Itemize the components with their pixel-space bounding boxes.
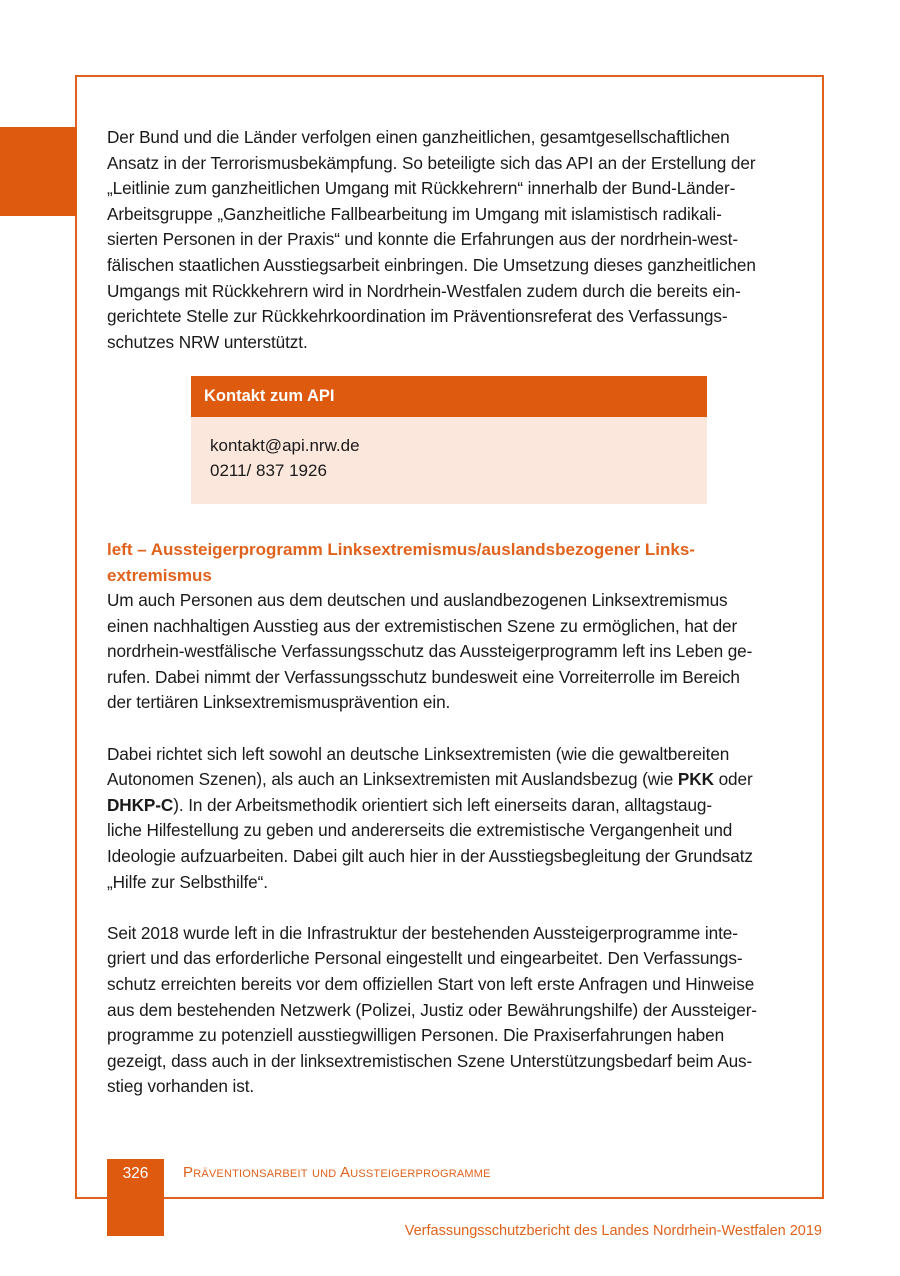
contact-box-title: Kontakt zum API (191, 376, 707, 417)
text-line: griert und das erforderliche Personal eingestellt und eingearbeitet. Den Verfassungs- (107, 948, 743, 969)
text-line: Arbeitsgruppe „Ganzheitliche Fallbearbeitung im Umgang mit islamistisch radikali- (107, 203, 722, 224)
text-line: gezeigt, dass auch in der linksextremistischen Szene Unterstützungsbedarf beim Aus- (107, 1050, 753, 1071)
paragraph-2 (107, 742, 797, 896)
text-line: schutz erreichten bereits vor dem offiziellen Start von left erste Anfragen und Hinweise (107, 973, 755, 994)
paragraph-spacer (107, 895, 797, 921)
text-line: Umgangs mit Rückkehrern wird in Nordrhein-Westfalen zudem durch die bereits ein- (107, 280, 741, 301)
side-tab-marker (0, 127, 77, 216)
text-line: aus dem bestehenden Netzwerk (Polizei, Justiz oder Bewährungshilfe) der Aussteiger- (107, 999, 757, 1020)
bold-term-dhkpc: DHKP-C (107, 794, 174, 815)
text-line (107, 767, 797, 793)
section-heading-line: left – Aussteigerprogramm Linksextremismus/auslandsbezogener Links- (107, 540, 695, 559)
text-line: Dabei richtet sich left sowohl an deutsche Linksextremisten (wie die gewaltbereiten (107, 743, 730, 764)
text-run: oder (713, 769, 753, 790)
text-line: der tertiären Linksextremismusprävention ein. (107, 692, 451, 713)
contact-phone: 0211/ 837 1926 (210, 461, 327, 480)
text-line: stieg vorhanden ist. (107, 1076, 255, 1097)
text-line: einen nachhaltigen Ausstieg aus der extremistischen Szene zu ermöglichen, hat der (107, 615, 738, 636)
text-line: „Leitlinie zum ganzheitlichen Umgang mit Rückkehrern“ innerhalb der Bund-Länder- (107, 178, 736, 199)
text-line: liche Hilfestellung zu geben und andererseits die extremistische Vergangenheit und (107, 820, 733, 841)
paragraph-spacer (107, 716, 797, 742)
text-line: sierten Personen in der Praxis“ und konnte die Erfahrungen aus der nordrhein-west- (107, 229, 738, 250)
text-line: Ansatz in der Terrorismusbekämpfung. So beteiligte sich das API an der Erstellung der (107, 152, 756, 173)
contact-email-link[interactable]: kontakt@api.nrw.de (210, 436, 360, 455)
text-line: nordrhein-westfälische Verfassungsschutz das Aussteigerprogramm left ins Leben ge- (107, 641, 753, 662)
text-line: „Hilfe zur Selbsthilfe“. (107, 871, 268, 892)
page-number-box (107, 1159, 164, 1236)
bold-term-pkk: PKK (677, 769, 714, 790)
paragraph-1 (107, 588, 797, 716)
publication-title: Verfassungsschutzbericht des Landes Nordrhein-Westfalen 2019 (404, 1223, 822, 1239)
text-run: ). In der Arbeitsmethodik orientiert sich left einerseits daran, alltagstaug- (173, 794, 713, 815)
text-line: rufen. Dabei nimmt der Verfassungsschutz bundesweit eine Vorreiterrolle im Bereich (107, 666, 740, 687)
text-line: fälischen staatlichen Ausstiegsarbeit einbringen. Die Umsetzung dieses ganzheitlichen (107, 254, 756, 275)
text-line: Ideologie aufzuarbeiten. Dabei gilt auch hier in der Ausstiegsbegleitung der Grundsatz (107, 845, 753, 866)
intro-paragraph (107, 125, 797, 355)
text-run: Autonomen Szenen), als auch an Linksextremisten mit Auslandsbezug (wie (107, 769, 678, 790)
chapter-title: Präventionsarbeit und Aussteigerprogramme (183, 1164, 491, 1181)
page-number: 326 (122, 1165, 149, 1182)
paragraph-3 (107, 921, 797, 1100)
text-line: Um auch Personen aus dem deutschen und auslandbezogenen Linksextremismus (107, 590, 728, 610)
section-body (107, 588, 797, 1100)
text-line: programme zu potenziell ausstiegwilligen Personen. Die Praxiserfahrungen haben (107, 1025, 725, 1046)
text-line: schutzes NRW unterstützt. (107, 331, 308, 352)
section-heading (107, 537, 797, 588)
text-line: Der Bund und die Länder verfolgen einen ganzheitlichen, gesamtgesellschaftlichen (107, 127, 730, 147)
text-line: gerichtete Stelle zur Rückkehrkoordination im Präventionsreferat des Verfassungs- (107, 306, 728, 327)
text-line: Seit 2018 wurde left in die Infrastruktur der bestehenden Aussteigerprogramme inte- (107, 922, 738, 943)
section-heading-line: extremismus (107, 565, 212, 585)
contact-box-body (191, 417, 707, 483)
contact-box (191, 376, 707, 504)
text-line (107, 793, 797, 819)
